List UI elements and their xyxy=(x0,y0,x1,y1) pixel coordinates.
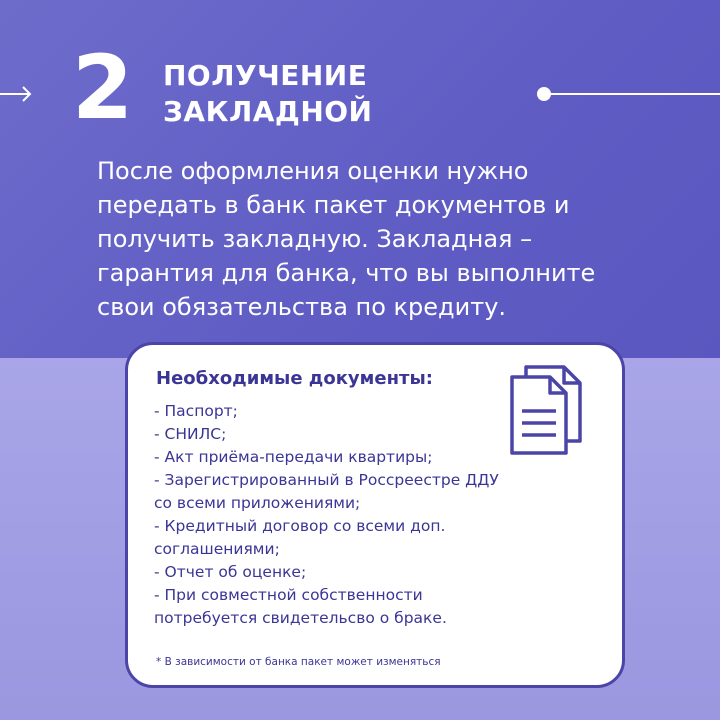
arrow-right-icon xyxy=(0,84,34,104)
step-title xyxy=(163,58,423,130)
list-item: - Акт приёма-передачи квартиры; xyxy=(154,448,433,466)
line-with-dot xyxy=(534,84,720,104)
intro-text xyxy=(97,154,697,324)
documents-list xyxy=(154,400,584,630)
step-title-line: ЗАКЛАДНОЙ xyxy=(163,95,373,128)
intro-line: После оформления оценки нужно xyxy=(97,157,529,185)
list-item: - Отчет об оценке; xyxy=(154,563,307,581)
list-item: - Паспорт; xyxy=(154,402,238,420)
list-item: - СНИЛС; xyxy=(154,425,227,443)
list-item: со всеми приложениями; xyxy=(154,494,361,512)
step-number: 2 xyxy=(72,36,134,139)
list-item: - При совместной собственности xyxy=(154,586,423,604)
step-title-line: ПОЛУЧЕНИЕ xyxy=(163,59,368,92)
intro-line: передать в банк пакет документов и xyxy=(97,191,570,219)
documents-card xyxy=(125,342,625,688)
card-footnote: * В зависимости от банка пакет может изменяться xyxy=(156,656,441,668)
list-item: соглашениями; xyxy=(154,540,280,558)
list-item: потребуется свидетельсво о браке. xyxy=(154,609,447,627)
list-item: - Зарегистрированный в Россреестре ДДУ xyxy=(154,471,499,489)
card-title: Необходимые документы: xyxy=(156,368,433,389)
intro-line: свои обязательства по кредиту. xyxy=(97,293,507,321)
list-item: - Кредитный договор со всеми доп. xyxy=(154,517,446,535)
intro-line: гарантия для банка, что вы выполните xyxy=(97,259,596,287)
intro-line: получить закладную. Закладная – xyxy=(97,225,533,253)
